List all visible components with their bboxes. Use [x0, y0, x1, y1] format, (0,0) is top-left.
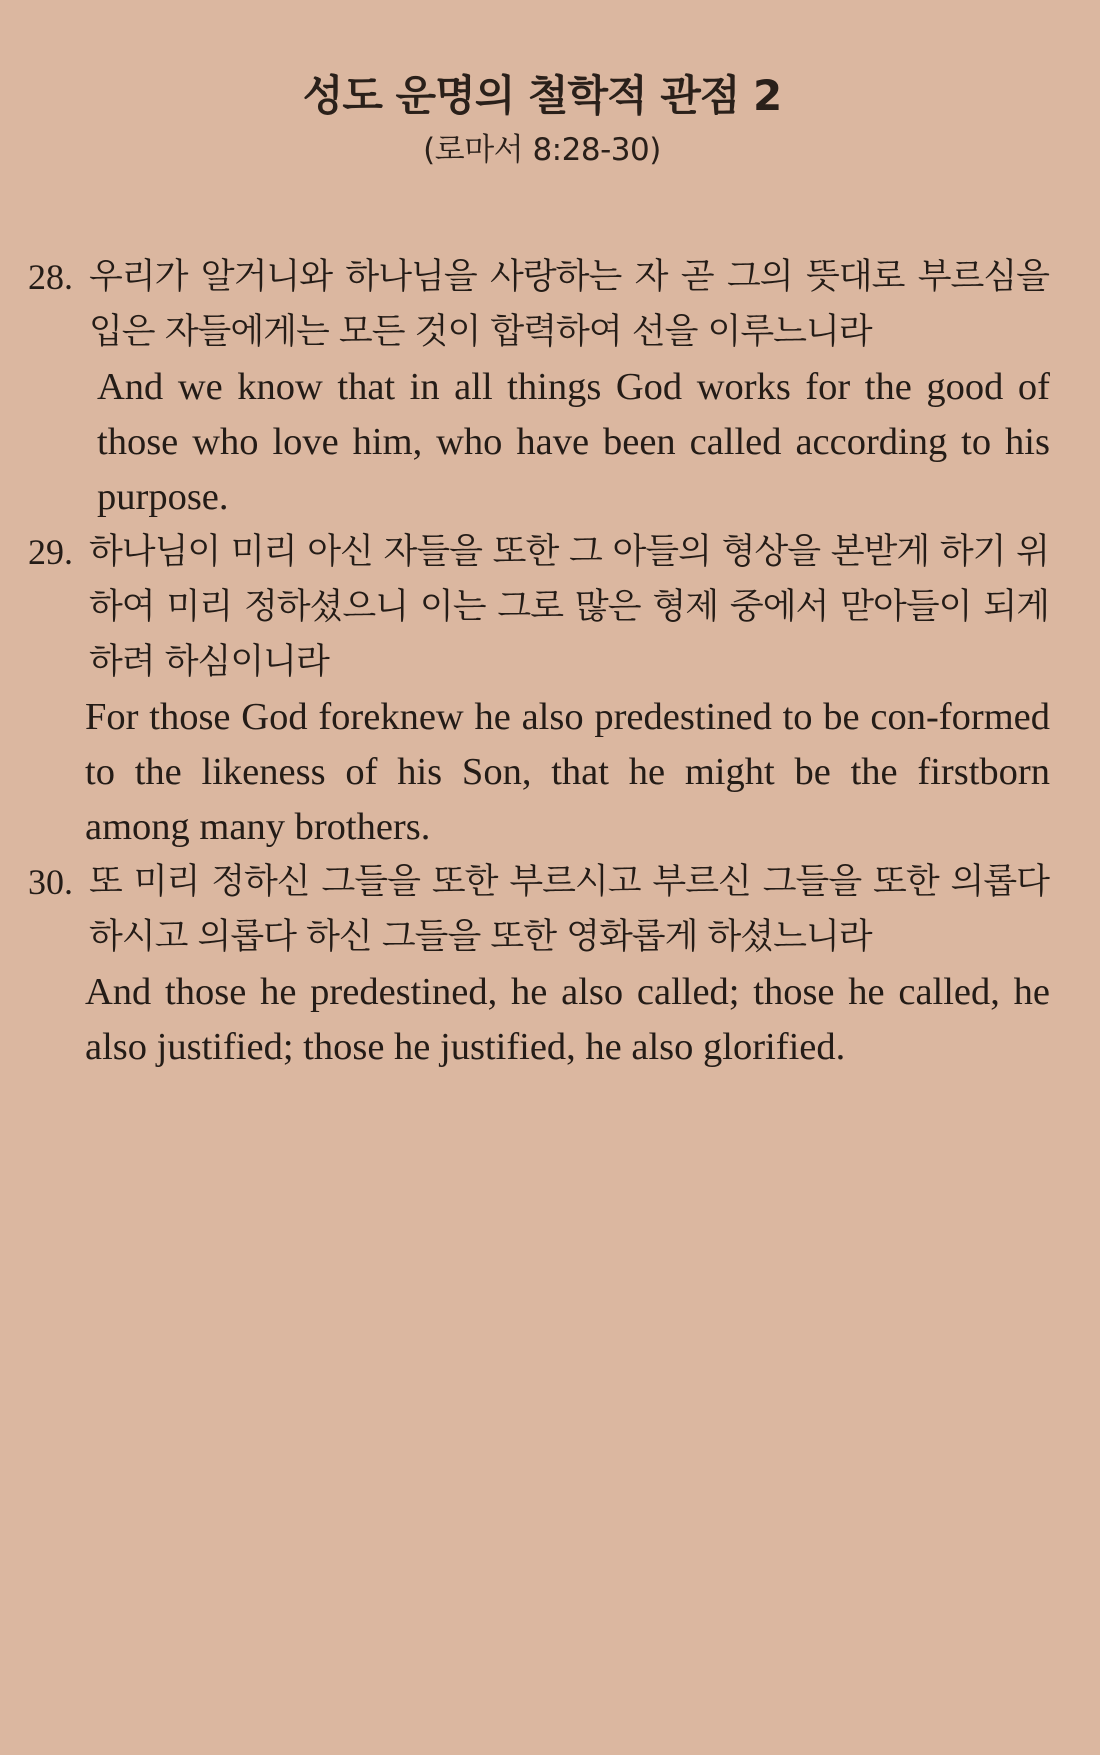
verse-number: 30. [28, 862, 73, 902]
verse-list [0, 250, 1100, 1075]
verse-30 [0, 855, 1049, 1075]
verse-28 [0, 250, 1049, 525]
verse-korean-text: 하나님이 미리 아신 자들을 또한 그 아들의 형상을 본받게 하기 위하여 미리 정하셨으니 이는 그로 많은 형제 중에서 맏아들이 되게 하려 하심이니라 [89, 532, 1049, 682]
verse-korean-text: 또 미리 정하신 그들을 또한 부르시고 부르신 그들을 또한 의롭다 하시고 의롭다 하신 그들을 또한 영화롭게 하셨느니라 [89, 862, 1049, 957]
page-title: 성도 운명의 철학적 관점 2 [302, 71, 782, 120]
verse-english-text: For those God foreknew he also predestined to be con-formed to the likeness of his Son, that he might be the firstborn among many brothers. [85, 696, 1050, 848]
verse-english-text: And we know that in all things God works for the good of those who love him, who have been called according to his purpose. [97, 366, 1050, 518]
verse-korean-text: 우리가 알거니와 하나님을 사랑하는 자 곧 그의 뜻대로 부르심을 입은 자들에게는 모든 것이 합력하여 선을 이루느니라 [89, 257, 1049, 352]
scripture-reference: (로마서 8:28-30) [423, 132, 661, 168]
verse-number: 28. [28, 257, 73, 297]
verse-29 [0, 525, 1049, 855]
verse-number: 29. [28, 532, 73, 572]
verse-english-text: And those he predestined, he also called; those he called, he also justified; those he justified, he also glorified. [85, 971, 1050, 1068]
